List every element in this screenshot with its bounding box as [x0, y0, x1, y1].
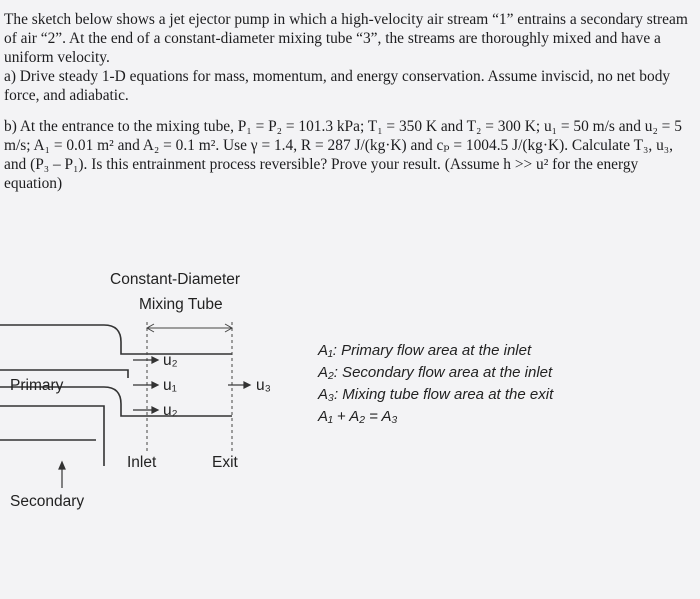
- ejector-diagram: [0, 262, 700, 594]
- upper-wall: [0, 325, 232, 354]
- u3-label: u₃: [256, 377, 271, 394]
- primary-nozzle-bottom: [0, 406, 104, 466]
- mixing-tube-dimension: [147, 324, 232, 332]
- legend-a1: A₁: Primary flow area at the inlet: [318, 342, 532, 359]
- diagram-title-line1: Constant-Diameter: [110, 271, 241, 288]
- legend-sum: A₁ + A₂ = A₃: [318, 408, 398, 425]
- problem-part-a: a) Drive steady 1-D equations for mass, momentum, and energy conservation. Assume inviscid, no net body force, and adiabatic.: [4, 68, 671, 104]
- problem-part-b: b) At the entrance to the mixing tube, P₁ = P₂ = 101.3 kPa; T₁ = 350 K and T₂ = 300 K; u₁ = 50 m/s and u₂ = 5 m/s; A₁ = 0.01 m² and A₂ = 0.1 m². Use γ = 1.4, R = 287 J/(kg·K) and cₚ = 1004.5 J/(kg·K). Calculate T₃, u₃, and (P₃ – P₁). Is this entrainment process reversible? Prove your result. (Assume h >> u² for the energy equation): [4, 118, 682, 192]
- legend-a3: A₃: Mixing tube flow area at the exit: [318, 386, 554, 403]
- inlet-label: Inlet: [127, 454, 157, 471]
- u1-label: u₁: [163, 377, 177, 394]
- area-legend: [318, 340, 553, 428]
- ejector-sketch: [0, 262, 700, 594]
- problem-statement: [4, 10, 694, 193]
- diagram-title-line2: Mixing Tube: [139, 296, 223, 313]
- primary-label: Primary: [10, 377, 64, 394]
- problem-intro: The sketch below shows a jet ejector pump in which a high-velocity air stream “1” entrains a secondary stream of air “2”. At the end of a constant-diameter mixing tube “3”, the streams are thoroughly mixed and have a uniform velocity.: [4, 11, 688, 66]
- secondary-label: Secondary: [10, 493, 85, 510]
- u2-top-label: u₂: [163, 352, 178, 369]
- legend-a2: A₂: Secondary flow area at the inlet: [318, 364, 553, 381]
- exit-label: Exit: [212, 454, 238, 471]
- u2-bottom-label: u₂: [163, 402, 178, 419]
